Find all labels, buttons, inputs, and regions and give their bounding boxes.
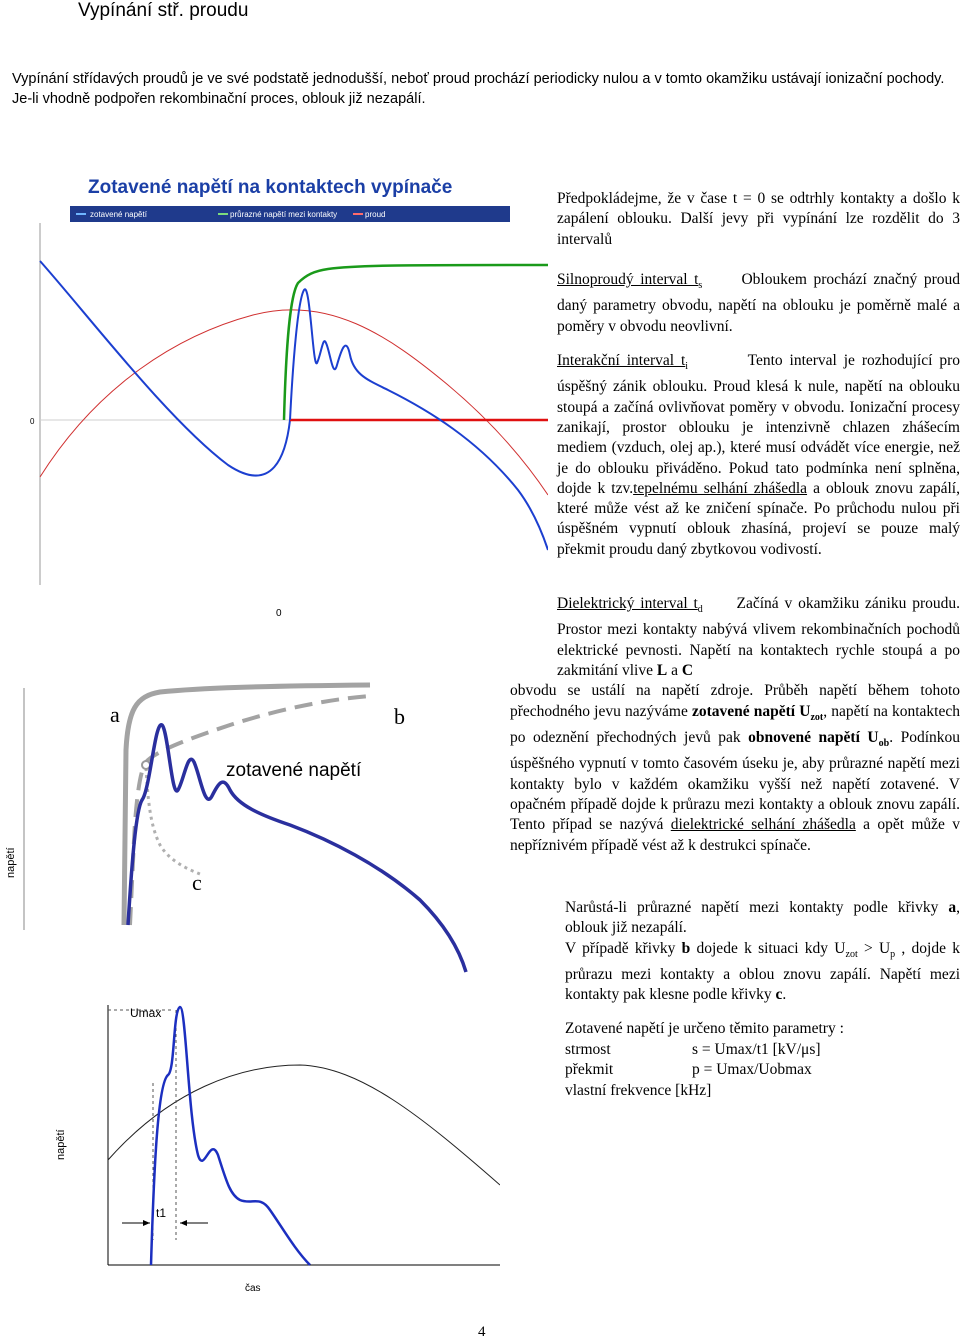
legend-recovery: zotavené napětí: [90, 210, 147, 219]
thermal-failure-link[interactable]: tepelnému selhání zhášedla: [633, 479, 808, 497]
parameters-block: [565, 1019, 960, 1101]
diel-section: Dielektrický interval $t_d$ Začíná v okamžiku zániku proudu. Prostor mezi kontakty nabývá vlivem rekombinačních pochodů elektrické pevnosti. Napětí na kontaktech rychle stoupá a po zakmitání vlive L a C obvodu se ustálí na napětí zdroje. Průběh napětí během tohoto přechodného jevu nazýváme zotavené napětí $U_{zot}$, napětí na kontaktech po odeznění přechodných jevů pak obnovené napětí $U_{ob}$. Podínkou úspěšného vypnutí v tomto časovém úseku je, aby průrazné napětí mezi kontakty bylo v každém okamžiku vyšší než napětí zotavené. V opačném případě dojde k průrazu mezi kontakty a oblouk znovu zapálí. Tento případ se nazývá dielektrické selhání zhášedla a opět může v nepříznivém případě vést až k destrukci spínače.: [510, 595, 960, 854]
inter-section: [557, 351, 960, 560]
figure1-title: Zotavené napětí na kontaktech vypínače: [88, 177, 453, 198]
page-number: 4: [478, 1324, 486, 1340]
recovery-voltage-curve-3: [151, 1007, 310, 1265]
inter-body-first: Tento interval je rozhodující: [747, 352, 933, 369]
silno-body: proud daný parametry obvodu, napětí na oblouku je poměrně malé a poměry v obvodu neovlivní.: [557, 271, 960, 335]
figure2-y-label: napětí: [5, 847, 17, 878]
curve-a-text: Narůstá-li průrazné napětí mezi kontakty podle křivky a, oblouk již nezapálí.: [565, 899, 960, 937]
inter-heading: Interakční interval $t_i$: [557, 352, 689, 373]
param-row: překmit p = Umax/Uobmax: [565, 1061, 812, 1078]
diel-heading: Dielektrický interval $t_d$: [557, 595, 703, 616]
page-title: Vypínání stř. proudu: [78, 0, 249, 21]
dielectric-failure-link[interactable]: dielektrické selhání zhášedla: [670, 816, 856, 834]
figure2-svg: [0, 600, 500, 980]
curve-label: zotavené napětí: [226, 760, 362, 781]
inter-body-2: a oblouk znovu zapálí, které může vést až ke zničení spínače. Po průchodu nulou při úspěšném vypnutí oblouk zhasíná, projeví se pouze malý překmit proudu daný zbytkovou vodivostí.: [557, 479, 960, 558]
term-recovery-voltage: zotavené napětí U: [691, 702, 811, 720]
param-row: vlastní frekvence [kHz]: [565, 1081, 712, 1099]
figure-rise-time: [20, 995, 500, 1300]
p1-text: Předpokládejme, že v čase t = 0 se odtrhly kontakty a došlo k zapálení oblouku. Další jevy při vypínání lze rozdělit do 3 intervalů: [557, 190, 960, 248]
diel-body-first: Začíná v okamžiku zániku: [736, 595, 907, 612]
silno-body-first: Obloukem prochází značný: [741, 271, 918, 288]
params-intro: Zotavené napětí je určeno těmito parametry :: [565, 1020, 844, 1037]
figure1-zero-label: 0: [30, 417, 35, 426]
label-b: b: [394, 704, 405, 729]
silno-heading: Silnoproudý interval $t_s$: [557, 271, 703, 292]
figure3-svg: [20, 995, 500, 1300]
term-restored-voltage: obnovené napětí U: [748, 728, 879, 746]
figure3-y-label: napětí: [55, 1129, 67, 1160]
legend-current: proud: [365, 210, 386, 219]
curve-b-text: V případě křivky b dojede k situaci kdy $U_{zot} > U_p$ , dojde k průrazu mezi kontakty a oblou znovu zapálí. Napětí mezi kontakty pak klesne podle křivky c.: [565, 939, 960, 1004]
diel-body-c: obvodu se ustálí na napětí zdroje. Průběh napětí během tohoto přechodného jevu nazýváme: [510, 682, 960, 720]
figure-recovery-voltage: [28, 165, 548, 585]
curve-b: [130, 696, 370, 925]
silno-section: [557, 270, 960, 337]
figure3-x-label: čas: [245, 1283, 261, 1294]
inter-body-1: pro úspěšný zánik oblouku. Proud klesá k nule, napětí na oblouku stoupá a začíná ovlivňovat poměry v obvodu. Ionizační procesy zanikají, prostor oblouku je intenzivně chlazen zhášecím mediem (vzduch, olej ap.), které musí odvádět více energie, než je do oblouku přiváděno. Pokud tato podmínka není splněna, dojde k tzv.: [557, 352, 960, 497]
param-row: strmost s = Umax/t1 [kV/μs]: [565, 1040, 821, 1058]
symbol-C: C: [681, 661, 694, 679]
intro-text: [557, 189, 960, 250]
figure2-zero-label: 0: [276, 608, 282, 619]
umax-label: Umax: [130, 1006, 162, 1020]
t1-label: t1: [156, 1206, 167, 1220]
intro-paragraph: Vypínání střídavých proudů je ve své podstatě jednodušší, neboť proud prochází periodicky nulou a v tomto okamžiku ustávají ionizační pochody. Je-li vhodně podpořen rekombinační proces, oblouk již nezapálí.: [12, 71, 945, 107]
legend-breakdown: průrazné napětí mezi kontakty: [230, 210, 338, 219]
figure1-svg: [28, 165, 548, 585]
diel-body-a: proudu. Prostor mezi kontakty nabývá vlivem rekombinačních pochodů elektrické pevnosti. Napětí na kontaktech rychle stoupá a po zakmitání vlive: [557, 595, 960, 679]
label-a: a: [110, 702, 120, 727]
symbol-L: L: [656, 661, 668, 679]
label-c: c: [192, 870, 202, 895]
figure-breakdown-curves: [0, 600, 500, 980]
curves-explanation: [565, 898, 960, 1006]
